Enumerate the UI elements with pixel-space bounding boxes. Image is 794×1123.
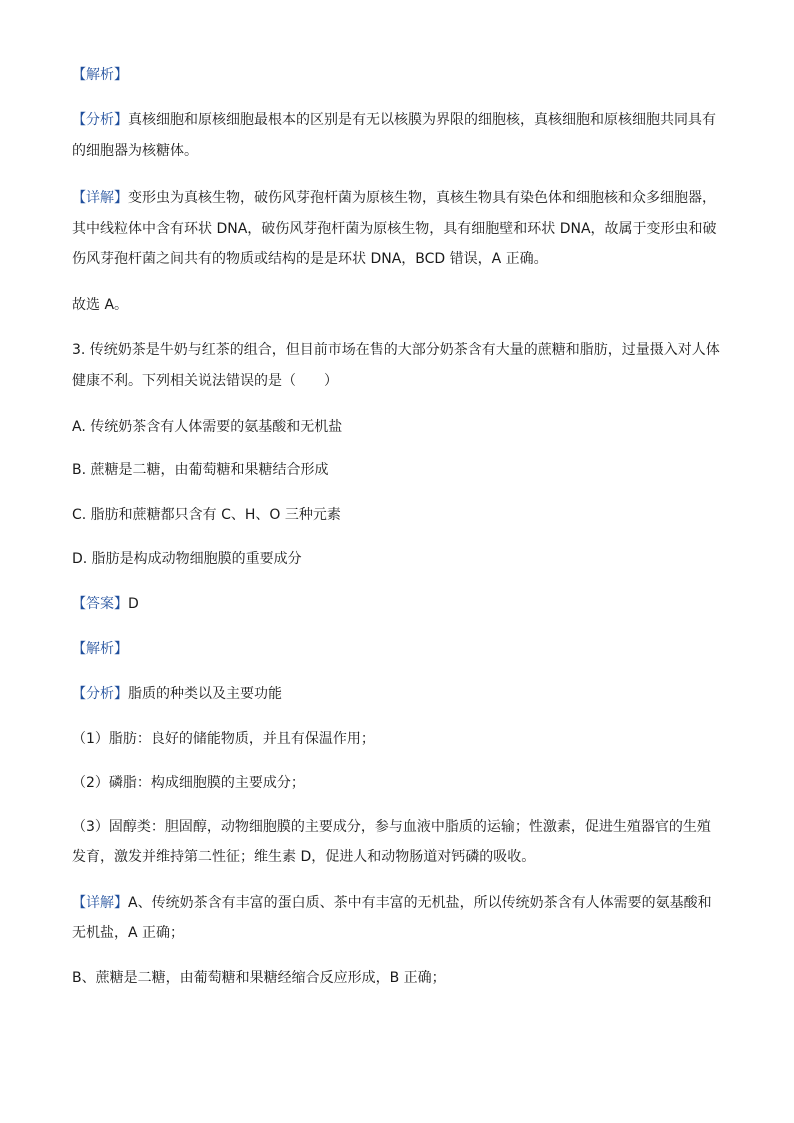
answer-tag: 【答案】 <box>72 596 128 612</box>
detail-2-line-2: 无机盐，A 正确； <box>72 925 185 941</box>
detail-paragraph-line-3: 伤风芽孢杆菌之间共有的物质或结构的是是环状 DNA，BCD 错误，A 正确。 <box>72 251 548 267</box>
analysis-paragraph-line-2: 的细胞器为核糖体。 <box>72 143 198 159</box>
option-b: B. 蔗糖是二糖，由葡萄糖和果糖结合形成 <box>72 462 329 478</box>
point-1: （1）脂肪：良好的储能物质，并且有保温作用； <box>72 731 375 747</box>
option-a: A. 传统奶茶含有人体需要的氨基酸和无机盐 <box>72 419 343 435</box>
detail-tag-2: 【详解】 <box>72 895 128 911</box>
option-d: D. 脂肪是构成动物细胞膜的重要成分 <box>72 551 302 567</box>
detail-tag: 【详解】 <box>72 190 128 206</box>
detail-2-line-1 <box>72 894 712 912</box>
analysis-tag: 【分析】 <box>72 112 128 128</box>
detail-paragraph-line-2: 其中线粒体中含有环状 DNA，破伤风芽孢杆菌为原核生物，具有细胞壁和环状 DNA，故属于变形虫和破 <box>72 221 717 237</box>
point-2: （2）磷脂：构成细胞膜的主要成分； <box>72 775 305 791</box>
point-3-line-1: （3）固醇类：胆固醇，动物细胞膜的主要成分，参与血液中脂质的运输；性激素，促进生殖器官的生殖 <box>72 819 711 835</box>
question-stem-line-2: 健康不利。下列相关说法错误的是（ ） <box>72 373 338 389</box>
section-label-jiexi: 【解析】 <box>72 67 128 83</box>
analysis-tag-2: 【分析】 <box>72 686 128 702</box>
analysis-text: 真核细胞和原核细胞最根本的区别是有无以核膜为界限的细胞核，真核细胞和原核细胞共同具有 <box>128 112 716 128</box>
conclusion-text: 故选 A。 <box>72 297 129 313</box>
question-stem-line-1: 3. 传统奶茶是牛奶与红茶的组合，但目前市场在售的大部分奶茶含有大量的蔗糖和脂肪，过量摄入对人体 <box>72 342 720 358</box>
analysis-line <box>72 685 282 703</box>
point-3-line-2: 发育，激发并维持第二性征；维生素 D，促进人和动物肠道对钙磷的吸收。 <box>72 849 536 865</box>
analysis-text-2: 脂质的种类以及主要功能 <box>128 686 282 702</box>
detail-paragraph-line-1 <box>72 189 716 207</box>
analysis-paragraph-line-1 <box>72 111 716 129</box>
answer-value: D <box>128 596 139 612</box>
section-label-jiexi-2: 【解析】 <box>72 641 128 657</box>
detail-text-2: A、传统奶茶含有丰富的蛋白质、茶中有丰富的无机盐，所以传统奶茶含有人体需要的氨基酸和 <box>128 895 712 911</box>
detail-text: 变形虫为真核生物，破伤风芽孢杆菌为原核生物，真核生物具有染色体和细胞核和众多细胞器， <box>128 190 716 206</box>
option-c: C. 脂肪和蔗糖都只含有 C、H、O 三种元素 <box>72 507 341 523</box>
answer-line <box>72 595 139 613</box>
detail-2-line-3: B、蔗糖是二糖，由葡萄糖和果糖经缩合反应形成，B 正确； <box>72 970 446 986</box>
